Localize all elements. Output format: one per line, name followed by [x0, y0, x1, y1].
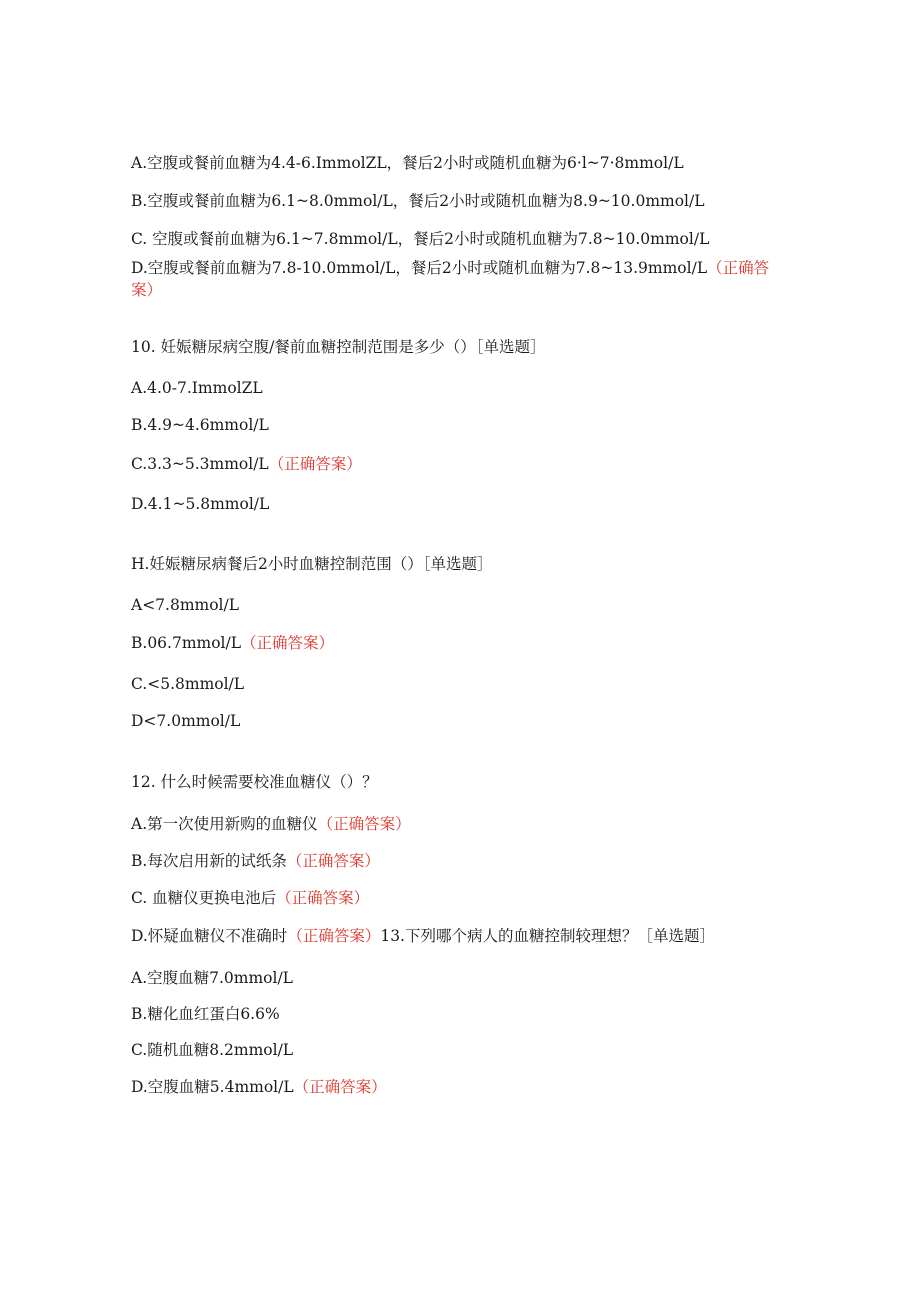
correct-answer-mark: （正确答案）	[241, 634, 335, 652]
q9-option-d	[131, 257, 790, 301]
q10-option-c	[131, 453, 790, 475]
q9-option-c	[131, 228, 790, 250]
option-text: D.4.1~5.8mmol∕L	[131, 495, 270, 513]
correct-answer-mark: （正确答案）	[131, 259, 770, 299]
q12-option-a	[131, 813, 790, 835]
q11-option-c	[131, 673, 790, 695]
option-text: A.空腹或餐前血糖为4.4-6.ImmolZL，餐后2小时或随机血糖为6·l~7·8mmol∕L	[131, 154, 684, 172]
q11-option-a	[131, 594, 790, 616]
option-text: D.空腹或餐前血糖为7.8-10.0mmol∕L，餐后2小时或随机血糖为7.8~13.9mmol∕L	[131, 259, 708, 277]
option-text: A.第一次使用新购的血糖仪	[131, 815, 318, 833]
option-text: D<7.0mmol∕L	[131, 712, 241, 730]
q10-question	[131, 336, 790, 358]
q11-option-b	[131, 632, 790, 654]
option-text: D.怀疑血糖仪不准确时	[131, 927, 288, 945]
correct-answer-mark: （正确答案）	[293, 1078, 387, 1096]
q10-option-b	[131, 414, 790, 436]
option-text: C.<5.8mmol∕L	[131, 675, 245, 693]
question-text: 12. 什么时候需要校准血糖仪（）？	[131, 773, 378, 791]
correct-answer-mark: （正确答案）	[286, 852, 380, 870]
option-text: B.每次启用新的试纸条	[131, 852, 287, 870]
correct-answer-mark: （正确答案）	[317, 815, 411, 833]
option-text: C. 血糖仪更换电池后	[131, 889, 277, 907]
q9-option-a	[131, 152, 790, 174]
q9-option-b	[131, 190, 790, 212]
q11-question	[131, 553, 790, 575]
option-text: D.空腹血糖5.4mmol∕L	[131, 1078, 294, 1096]
option-text: C.随机血糖8.2mmol∕L	[131, 1041, 294, 1059]
q13-option-c	[131, 1039, 790, 1061]
option-text: B.06.7mmol∕L	[131, 634, 242, 652]
correct-answer-mark: （正确答案）	[287, 927, 381, 945]
option-text: A<7.8mmol∕L	[131, 596, 240, 614]
option-text: B.4.9~4.6mmol∕L	[131, 416, 269, 434]
q10-option-a	[131, 377, 790, 399]
q12-option-d	[131, 925, 790, 947]
option-text: B.糖化血红蛋白6.6%	[131, 1005, 280, 1023]
option-text: A.4.0-7.ImmolZL	[131, 379, 263, 397]
question-text: 10. 妊娠糖尿病空腹/餐前血糖控制范围是多少（）［单选题］	[131, 338, 546, 356]
option-text: B.空腹或餐前血糖为6.1~8.0mmol∕L，餐后2小时或随机血糖为8.9~10.0mmol∕L	[131, 192, 705, 210]
q13-question-text: 13.下列哪个病人的血糖控制较理想？［单选题］	[380, 927, 715, 945]
question-text: H.妊娠糖尿病餐后2小时血糖控制范围（）［单选题］	[131, 555, 493, 573]
q13-option-b	[131, 1003, 790, 1025]
q12-question	[131, 771, 790, 793]
correct-answer-mark: （正确答案）	[268, 455, 362, 473]
correct-answer-mark: （正确答案）	[276, 889, 370, 907]
q11-option-d	[131, 710, 790, 732]
option-text: C. 空腹或餐前血糖为6.1~7.8mmol∕L，餐后2小时或随机血糖为7.8~10.0mmol∕L	[131, 230, 710, 248]
q12-option-b	[131, 850, 790, 872]
q12-option-c	[131, 887, 790, 909]
q13-option-a	[131, 967, 790, 989]
q10-option-d	[131, 493, 790, 515]
option-text: C.3.3~5.3mmol∕L	[131, 455, 269, 473]
option-text: A.空腹血糖7.0mmol∕L	[131, 969, 293, 987]
q13-option-d	[131, 1076, 790, 1098]
